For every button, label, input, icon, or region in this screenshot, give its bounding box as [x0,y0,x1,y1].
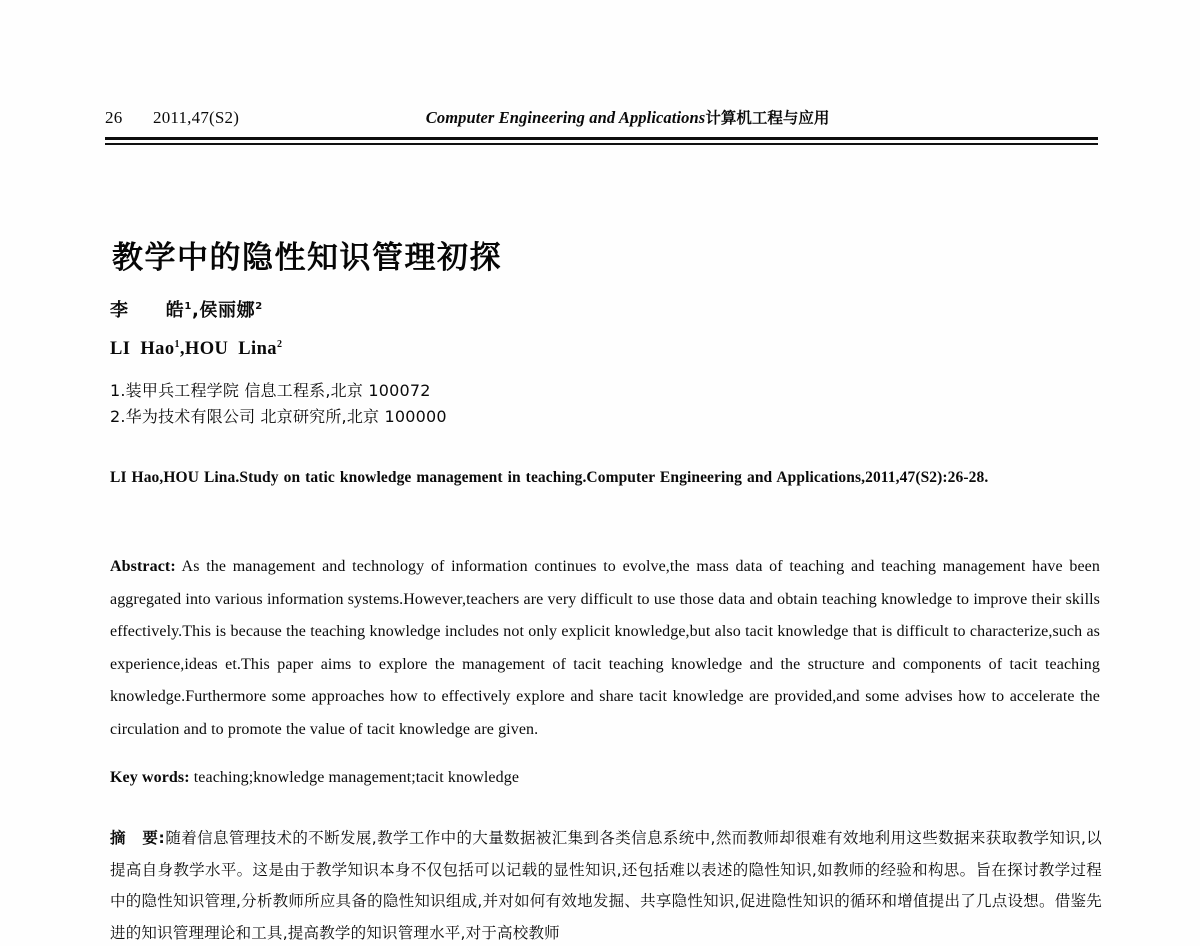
header-rule-thick [105,137,1098,140]
header-rule-thin [105,143,1098,145]
page-number: 26 [105,108,123,127]
abstract-label: Abstract: [110,558,176,575]
page-title: 教学中的隐性知识管理初探 [112,239,502,276]
keywords-label: Key words: [110,769,190,786]
abstract-cn-body: 随着信息管理技术的不断发展,教学工作中的大量数据被汇集到各类信息系统中,然而教师却很难有效地利用这些数据来获取教学知识,以提高自身教学水平。这是由于教学知识本身不仅包括可以记载的显性知识,还包括难以表述的隐性知识,如教师的经验和构思。旨在探讨教学过程中的隐性知识管理,分析教师所应具备的隐性知识组成,并对如何有效地发掘、共享隐性知识,促进隐性知识的循环和增值提出了几点设想。借鉴先进的知识管理理论和工具,提高教学的知识管理水平,对于高校教师 [110,829,1102,942]
author-cn-second: ,侯丽娜 [191,300,256,321]
author-cn-sup-1: 1 [184,301,192,312]
running-head [105,106,1100,132]
author-en-first: LI Hao [110,339,175,360]
journal-title-en: Computer Engineering and Applications [425,108,706,127]
keywords-body: teaching;knowledge management;tacit knowledge [189,769,520,786]
author-en-sup-2: 2 [276,339,283,350]
authors-chinese [110,296,263,322]
author-cn-first: 李 皓 [110,300,185,321]
authors-romanized [110,339,282,360]
page-bottom-clip [0,946,1200,952]
abstract-body: As the management and technology of information continues to evolve,the mass data of teaching and teaching management have been aggregated into various information systems.However,teachers are very difficult to use those data and obtain teaching knowledge to improve their skills effectively.This is because the teaching knowledge includes not only explicit knowledge,but also tacit knowledge that is difficult to characterize,such as experience,ideas et.This paper aims to explore the management of tacit teaching knowledge and the structure and components of tacit teaching knowledge.Furthermore some approaches how to effectively explore and share tacit knowledge are provided,and some advises how to accelerate the circulation and to promote the value of tacit knowledge are given. [110,558,1100,738]
abstract-chinese [110,823,1102,949]
author-en-second: ,HOU Lina [179,339,277,360]
volume-issue: 2011,47(S2) [153,108,240,127]
citation-block: LI Hao,HOU Lina.Study on tatic knowledge management in teaching.Computer Engineering and Applications,2011,47(S2):26-28. [110,469,989,486]
abstract-cn-label: 摘 要: [110,829,166,847]
affiliation-1: 1.装甲兵工程学院 信息工程系,北京 100072 [110,381,431,400]
keywords-english [110,764,1100,792]
author-en-sup-1: 1 [174,339,180,350]
journal-title-cn: 计算机工程与应用 [705,109,830,127]
journal-title [239,106,1100,128]
abstract-english [110,551,1100,746]
author-cn-sup-2: 2 [255,301,263,312]
affiliation-2: 2.华为技术有限公司 北京研究所,北京 100000 [110,407,447,426]
